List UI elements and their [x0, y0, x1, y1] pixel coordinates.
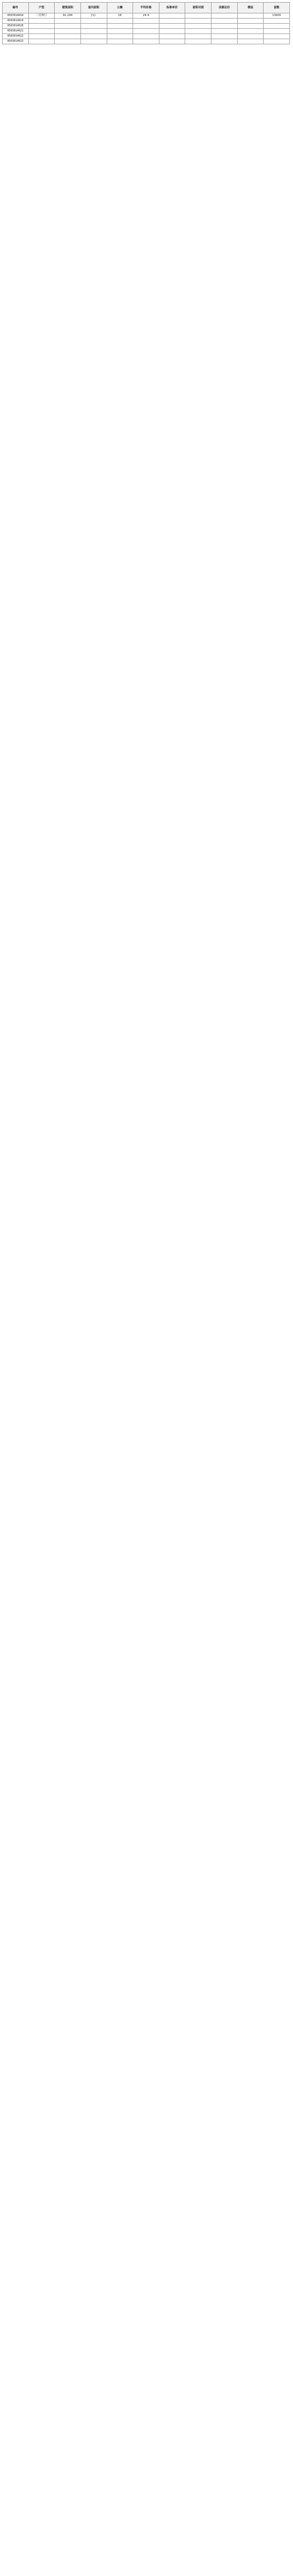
table-row [3, 13, 290, 19]
table-cell: 0503014021 [3, 29, 29, 34]
table-cell [211, 24, 238, 29]
table-row [3, 19, 290, 24]
table-cell [107, 39, 133, 44]
table-cell [264, 29, 290, 34]
table-cell [133, 19, 159, 24]
table-cell [133, 34, 159, 39]
table-cell [237, 29, 264, 34]
column-header: 套内面积 [80, 3, 107, 13]
table-cell [159, 34, 185, 39]
table-cell [107, 19, 133, 24]
column-header: 建筑面积 [55, 3, 81, 13]
column-header: 编号 [3, 3, 29, 13]
table-cell [55, 29, 81, 34]
column-header: 楼层 [237, 3, 264, 13]
column-header: 标准单价 [159, 3, 185, 13]
table-cell [159, 39, 185, 44]
table-cell [55, 24, 81, 29]
column-header: 面积对照 [185, 3, 211, 13]
table-cell [107, 29, 133, 34]
table-cell [159, 13, 185, 19]
table-cell [211, 13, 238, 19]
table-cell [237, 24, 264, 29]
table-cell [28, 29, 55, 34]
table-row [3, 29, 290, 34]
column-header: 平均价格 [133, 3, 159, 13]
table-cell: 24.4 [133, 13, 159, 19]
table-cell [107, 34, 133, 39]
table-cell: 18 [107, 13, 133, 19]
table-cell [55, 39, 81, 44]
table-cell: 91.294 [55, 13, 81, 19]
table-cell [237, 19, 264, 24]
table-cell [211, 19, 238, 24]
table-cell [55, 19, 81, 24]
table-cell: 0503014018 [3, 13, 29, 19]
table-cell: 三房两厅 [28, 13, 55, 19]
column-header: 套数 [264, 3, 290, 13]
table-cell [80, 19, 107, 24]
table-cell [237, 13, 264, 19]
table-cell [55, 34, 81, 39]
table-cell: 0503014023 [3, 39, 29, 44]
table-cell [28, 39, 55, 44]
table-cell [264, 34, 290, 39]
table-cell [80, 29, 107, 34]
table-cell [159, 29, 185, 34]
table-cell [185, 34, 211, 39]
table-cell [107, 24, 133, 29]
table-header-row [3, 3, 290, 13]
table-row [3, 34, 290, 39]
table-cell [264, 24, 290, 29]
column-header: 户型 [28, 3, 55, 13]
table-cell: 0503014019 [3, 19, 29, 24]
table-cell [80, 34, 107, 39]
table-cell: 0503014020 [3, 24, 29, 29]
table-cell [185, 19, 211, 24]
table-cell [211, 29, 238, 34]
table-cell [211, 39, 238, 44]
table-cell [159, 19, 185, 24]
table-cell [28, 34, 55, 39]
table-cell [185, 39, 211, 44]
table-cell [28, 24, 55, 29]
table-cell [264, 19, 290, 24]
table-cell [211, 34, 238, 39]
table-cell [133, 39, 159, 44]
table-cell [237, 34, 264, 39]
table-row [3, 24, 290, 29]
table-cell [80, 39, 107, 44]
table-cell [133, 29, 159, 34]
table-cell [237, 39, 264, 44]
table-cell [185, 29, 211, 34]
table-cell: 13600 [264, 13, 290, 19]
table-cell [28, 19, 55, 24]
table-cell: 0503014022 [3, 34, 29, 39]
table-cell [185, 13, 211, 19]
column-header: 公摊 [107, 3, 133, 13]
table-cell: [1]: [80, 13, 107, 19]
table-row [3, 39, 290, 44]
table-cell [133, 24, 159, 29]
document-page [2, 2, 290, 44]
table-cell [159, 24, 185, 29]
column-header: 房源总价 [211, 3, 238, 13]
data-table [2, 2, 290, 44]
table-cell [185, 24, 211, 29]
table-cell [264, 39, 290, 44]
table-cell [80, 24, 107, 29]
